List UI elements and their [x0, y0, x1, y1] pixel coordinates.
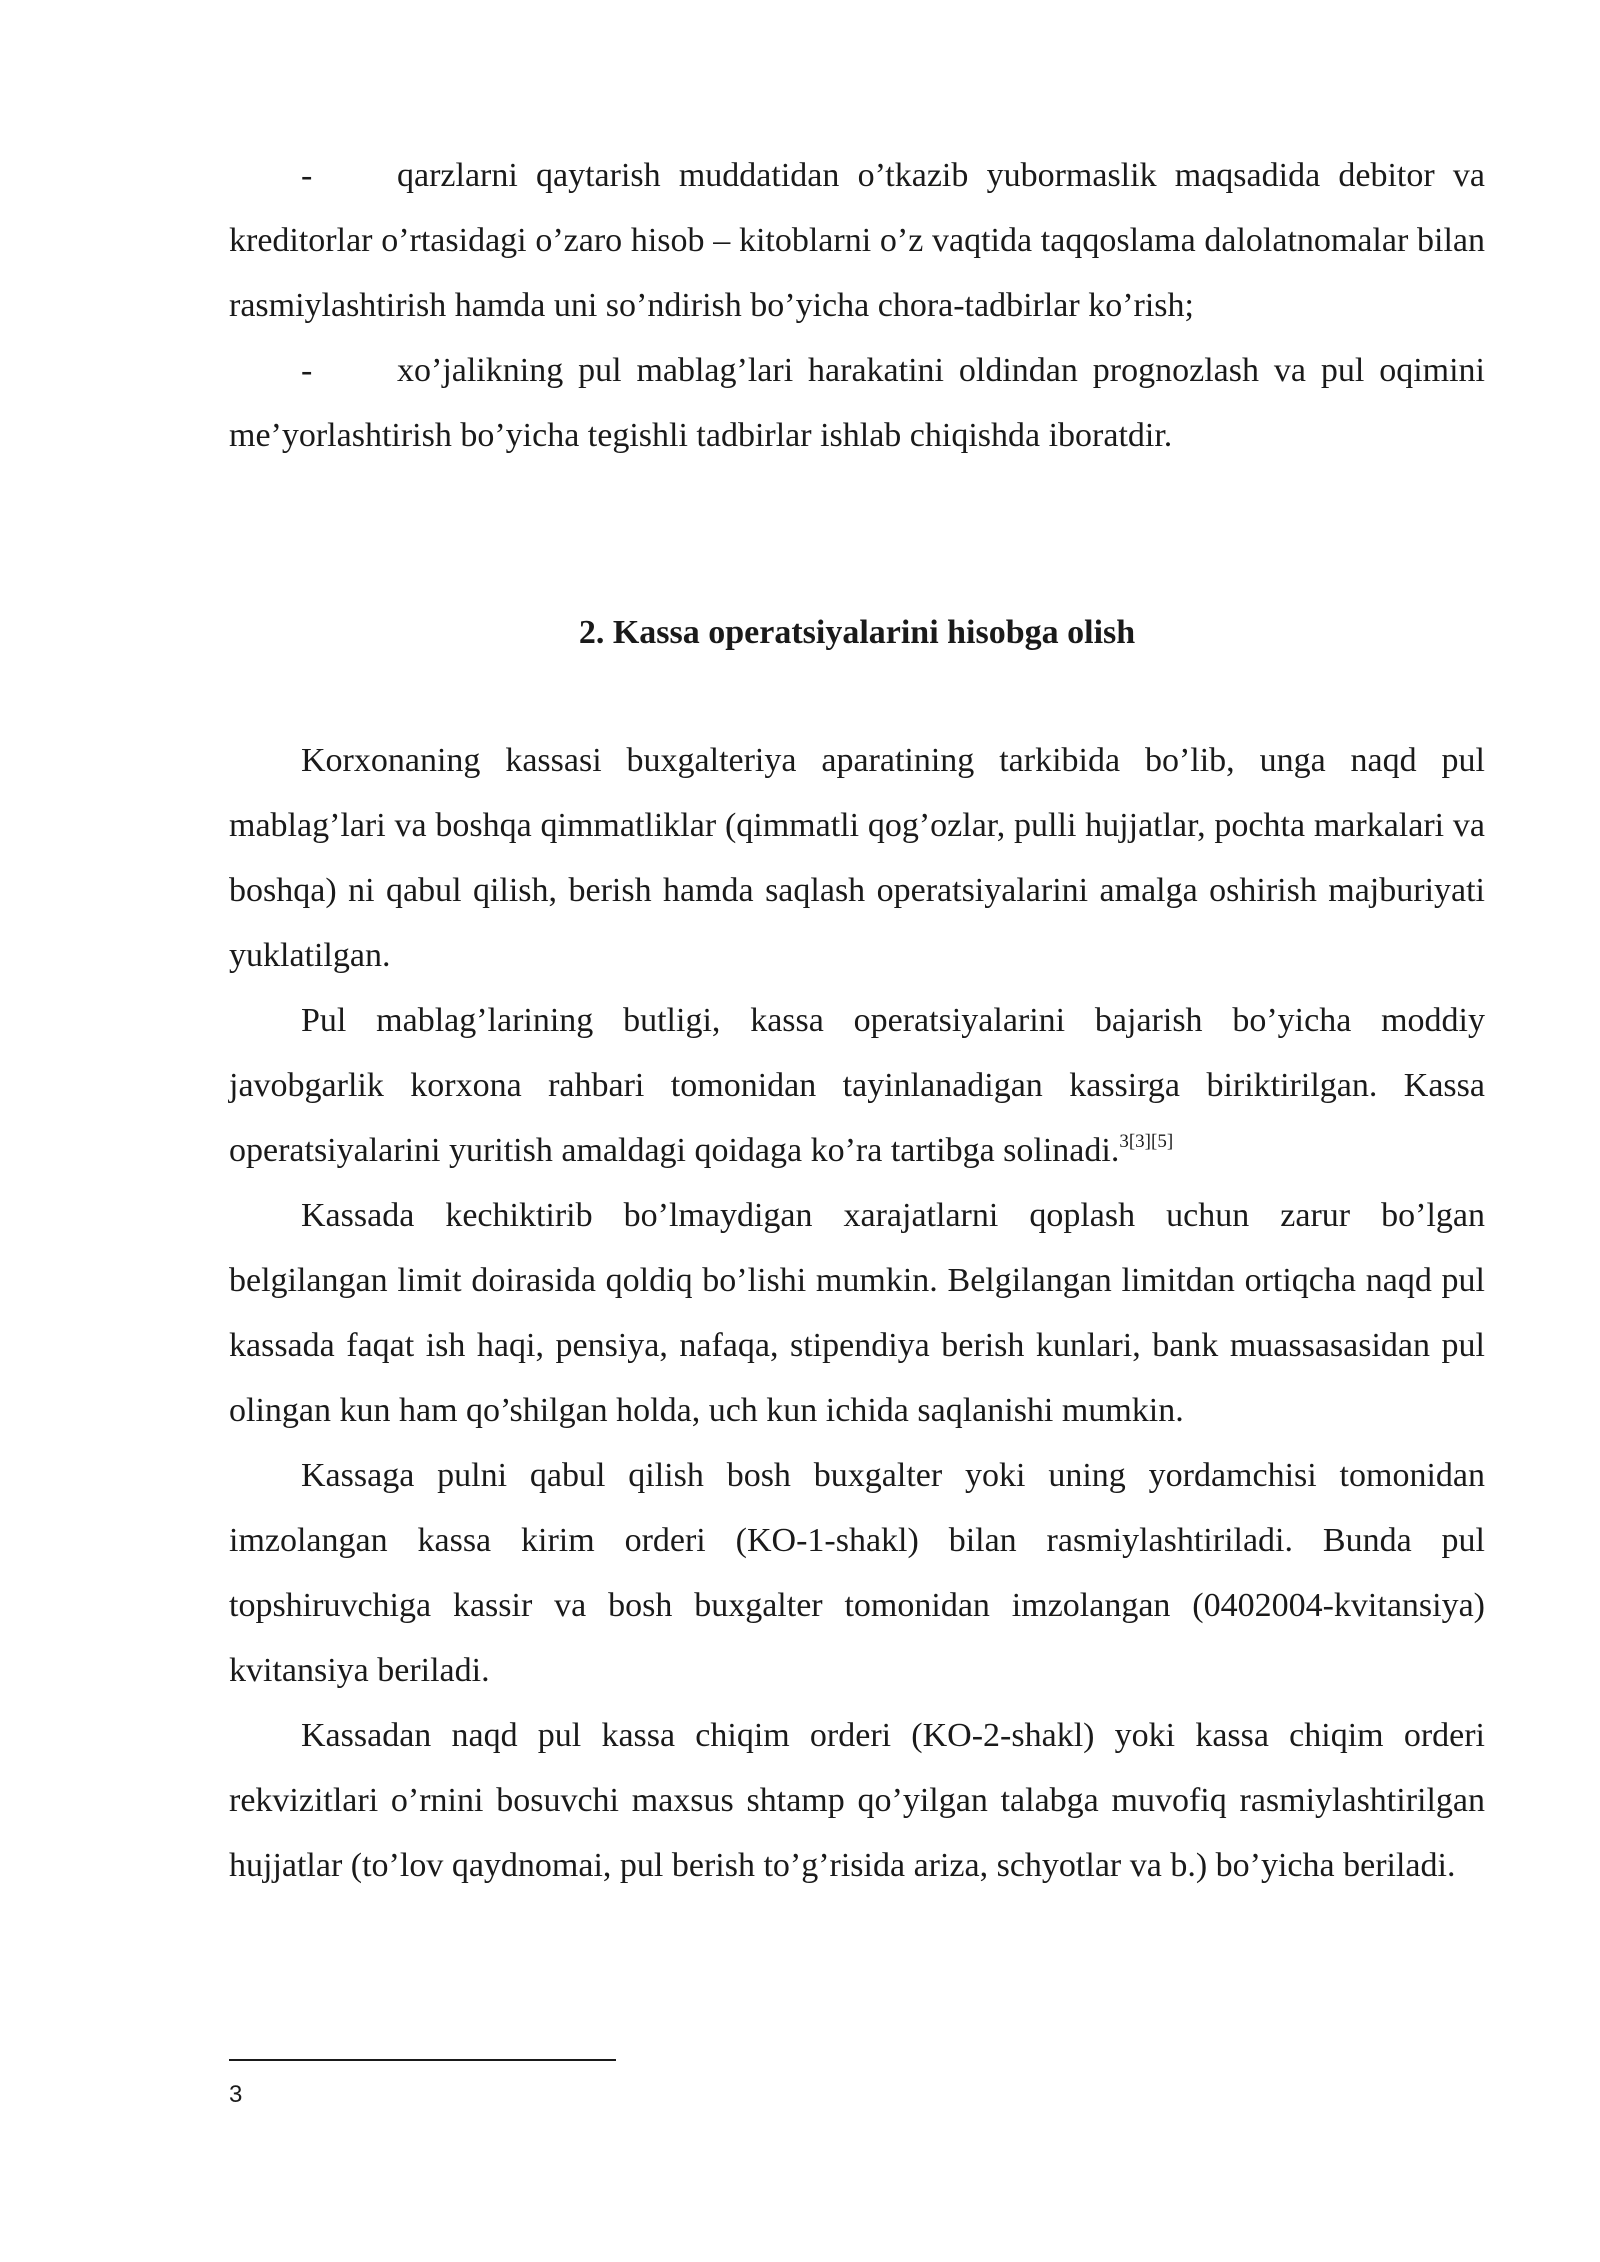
- paragraph: Kassada kechiktirib bo’lmaydigan xarajatlarni qoplash uchun zarur bo’lgan belgilangan limit doirasida qoldiq bo’lishi mumkin. Belgilangan limitdan ortiqcha naqd pul kassada faqat ish haqi, pensiya, nafaqa, stipendiya berish kunlari, bank muassasasidan pul olingan kun ham qo’shilgan holda, uch kun ichida saqlanishi mumkin.: [229, 1197, 1485, 1429]
- bullet-text-rest: oqimini me’yorlashtirish bo’yicha tegishli tadbirlar ishlab chiqishda iboratdir.: [229, 352, 1486, 454]
- footnote-number: 3: [229, 2081, 243, 2108]
- paragraph-text: Pul mablag’larining butligi, kassa operatsiyalarini bajarish bo’yicha moddiy javobgarlik korxona rahbari tomonidan tayinlanadigan kassirga biriktirilgan. Kassa operatsiyalarini yuritish amaldagi qoidaga ko’ra tartibga solinadi.: [229, 1002, 1485, 1169]
- bullet-item: [229, 143, 1485, 338]
- bullet-dash: -: [301, 352, 313, 389]
- bullet-list: [229, 143, 1485, 468]
- footnote-reference[interactable]: 3[3][5]: [1119, 1131, 1174, 1152]
- paragraph: Kassaga pulni qabul qilish bosh buxgalter yoki uning yordamchisi tomonidan imzolangan kassa kirim orderi (KO-1-shakl) bilan rasmiylashtiriladi. Bunda pul topshiruvchiga kassir va bosh buxgalter tomonidan imzolangan (0402004-kvitansiya) kvitansiya beriladi.: [229, 1457, 1485, 1689]
- bullet-text-rest: va kreditorlar o’rtasidagi o’zaro hisob – kitoblarni o’z vaqtida taqqoslama dalolatnomalar bilan rasmiylashtirish hamda uni so’ndirish bo’yicha chora-tadbirlar ko’rish;: [229, 157, 1485, 324]
- body-text: [229, 728, 1485, 1898]
- bullet-text-first: qarzlarni qaytarish muddatidan o’tkazib yubormaslik maqsadida debitor: [397, 157, 1435, 194]
- section-heading: 2. Kassa operatsiyalarini hisobga olish: [578, 614, 1136, 651]
- footnote-separator: [229, 2059, 616, 2061]
- paragraph: Kassadan naqd pul kassa chiqim orderi (KO-2-shakl) yoki kassa chiqim orderi rekvizitlari o’rnini bosuvchi maxsus shtamp qo’yilgan talabga muvofiq rasmiylashtirilgan hujjatlar (to’lov qaydnomai, pul berish to’g’risida ariza, schyotlar va b.) bo’yicha beriladi.: [229, 1717, 1485, 1884]
- bullet-dash: -: [301, 157, 313, 194]
- paragraph: Korxonaning kassasi buxgalteriya aparatining tarkibida bo’lib, unga naqd pul mablag’lari va boshqa qimmatliklar (qimmatli qog’ozlar, pulli hujjatlar, pochta markalari va boshqa) ni qabul qilish, berish hamda saqlash operatsiyalarini amalga oshirish majburiyati yuklatilgan.: [229, 742, 1485, 974]
- paragraph: [229, 988, 1485, 1183]
- bullet-item: [229, 338, 1485, 468]
- bullet-text-first: xo’jalikning pul mablag’lari harakatini oldindan prognozlash va pul: [397, 352, 1365, 389]
